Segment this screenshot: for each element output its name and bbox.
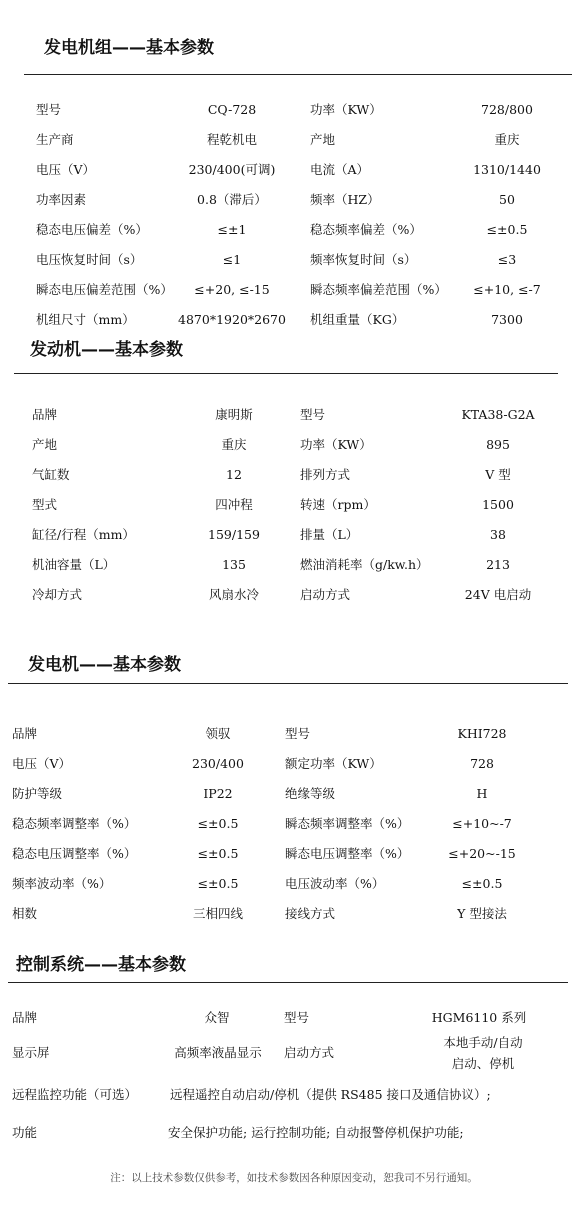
genset-row xyxy=(0,280,588,300)
genset-value-2: 重庆 xyxy=(494,132,520,147)
engine-value-2: 24V 电启动 xyxy=(464,587,532,602)
alternator-label-1: 频率波动率（%） xyxy=(12,876,112,891)
genset-value-1: 程乾机电 xyxy=(206,132,258,147)
genset-value-1: ≤+20, ≤-15 xyxy=(194,282,270,297)
engine-row xyxy=(0,555,588,575)
engine-label-1: 气缸数 xyxy=(32,467,70,482)
engine-value-1: 四冲程 xyxy=(215,497,253,512)
control-start-value-line2: 启动、停机 xyxy=(451,1056,515,1071)
alternator-label-2: 接线方式 xyxy=(285,906,336,921)
genset-value-1: 230/400(可调) xyxy=(188,162,276,177)
genset-value-1: ≤±1 xyxy=(217,222,247,237)
alternator-value-2: ≤+10~-7 xyxy=(452,816,512,831)
engine-value-2: 213 xyxy=(486,557,510,572)
genset-value-2: 50 xyxy=(499,192,515,207)
alternator-row xyxy=(0,874,588,894)
genset-value-2: 7300 xyxy=(491,312,523,327)
genset-label-1: 电压（V） xyxy=(36,162,96,177)
alternator-value-2: Y 型接法 xyxy=(457,906,507,921)
alternator-row xyxy=(0,814,588,834)
genset-label-1: 瞬态电压偏差范围（%） xyxy=(36,282,173,297)
engine-title-rule xyxy=(14,373,558,374)
control-section-title: 控制系统——基本参数 xyxy=(16,955,186,975)
genset-row xyxy=(0,100,588,120)
engine-row xyxy=(0,405,588,425)
alternator-label-1: 品牌 xyxy=(12,726,38,741)
alternator-value-1: ≤±0.5 xyxy=(197,816,239,831)
alternator-title-rule xyxy=(8,683,568,684)
alternator-value-1: ≤±0.5 xyxy=(197,876,239,891)
alternator-label-2: 型号 xyxy=(285,726,311,741)
engine-label-1: 冷却方式 xyxy=(32,587,83,602)
engine-row xyxy=(0,465,588,485)
control-model-label: 型号 xyxy=(284,1010,310,1025)
engine-label-1: 机油容量（L） xyxy=(32,557,116,572)
control-start-value xyxy=(443,1032,522,1074)
genset-row xyxy=(0,310,588,330)
alternator-value-1: ≤±0.5 xyxy=(197,846,239,861)
genset-label-1: 电压恢复时间（s） xyxy=(36,252,143,267)
alternator-value-1: IP22 xyxy=(203,786,233,801)
alternator-value-1: 领驭 xyxy=(205,726,231,741)
control-brand-value: 众智 xyxy=(204,1010,230,1025)
genset-row xyxy=(0,220,588,240)
alternator-label-1: 稳态频率调整率（%） xyxy=(12,816,137,831)
genset-row xyxy=(0,190,588,210)
genset-label-2: 机组重量（KG） xyxy=(310,312,405,327)
engine-value-2: 1500 xyxy=(482,497,514,512)
engine-value-2: KTA38-G2A xyxy=(461,407,535,422)
engine-value-1: 康明斯 xyxy=(215,407,253,422)
engine-label-1: 品牌 xyxy=(32,407,58,422)
engine-row xyxy=(0,435,588,455)
alternator-row xyxy=(0,904,588,924)
engine-value-2: 895 xyxy=(486,437,510,452)
alternator-value-2: KHI728 xyxy=(457,726,507,741)
alternator-value-2: ≤+20~-15 xyxy=(448,846,516,861)
genset-row xyxy=(0,160,588,180)
engine-label-2: 燃油消耗率（g/kw.h） xyxy=(300,557,429,572)
control-title-rule xyxy=(8,982,568,983)
alternator-value-2: H xyxy=(476,786,488,801)
alternator-row xyxy=(0,724,588,744)
control-row-remote xyxy=(0,1085,588,1105)
alternator-row xyxy=(0,754,588,774)
genset-value-1: 0.8（滞后） xyxy=(197,192,267,207)
control-row-function xyxy=(0,1123,588,1143)
genset-label-1: 机组尺寸（mm） xyxy=(36,312,135,327)
control-display-label: 显示屏 xyxy=(12,1045,50,1060)
alternator-value-1: 三相四线 xyxy=(192,906,244,921)
engine-label-1: 缸径/行程（mm） xyxy=(32,527,135,542)
alternator-row xyxy=(0,844,588,864)
engine-value-2: V 型 xyxy=(485,467,511,482)
genset-value-2: ≤+10, ≤-7 xyxy=(473,282,541,297)
genset-value-1: ≤1 xyxy=(222,252,242,267)
alternator-section-title: 发电机——基本参数 xyxy=(28,655,181,675)
engine-label-1: 产地 xyxy=(32,437,58,452)
engine-value-1: 重庆 xyxy=(221,437,247,452)
genset-label-1: 稳态电压偏差（%） xyxy=(36,222,148,237)
alternator-label-2: 绝缘等级 xyxy=(285,786,336,801)
engine-label-2: 排量（L） xyxy=(300,527,359,542)
footnote: 注：以上技术参数仅供参考，如技术参数因各种原因变动，恕我司不另行通知。 xyxy=(110,1172,478,1184)
genset-value-2: 1310/1440 xyxy=(473,162,541,177)
genset-row xyxy=(0,250,588,270)
genset-value-2: ≤±0.5 xyxy=(486,222,528,237)
genset-value-1: CQ-728 xyxy=(207,102,257,117)
genset-label-2: 瞬态频率偏差范围（%） xyxy=(310,282,447,297)
engine-label-2: 排列方式 xyxy=(300,467,351,482)
alternator-label-1: 相数 xyxy=(12,906,38,921)
alternator-label-1: 防护等级 xyxy=(12,786,63,801)
control-remote-label: 远程监控功能（可选） xyxy=(12,1087,138,1102)
engine-label-2: 转速（rpm） xyxy=(300,497,376,512)
genset-label-2: 电流（A） xyxy=(310,162,370,177)
control-row-brand xyxy=(0,1008,588,1028)
alternator-label-2: 瞬态电压调整率（%） xyxy=(285,846,410,861)
alternator-value-2: 728 xyxy=(470,756,494,771)
engine-row xyxy=(0,525,588,545)
genset-value-1: 4870*1920*2670 xyxy=(178,312,286,327)
genset-label-2: 频率（HZ） xyxy=(310,192,380,207)
control-start-label: 启动方式 xyxy=(284,1045,335,1060)
engine-label-2: 启动方式 xyxy=(300,587,351,602)
genset-section-title: 发电机组——基本参数 xyxy=(44,38,214,58)
genset-label-2: 功率（KW） xyxy=(310,102,382,117)
control-brand-label: 品牌 xyxy=(12,1010,38,1025)
control-start-value-line1: 本地手动/自动 xyxy=(443,1035,523,1050)
genset-label-1: 型号 xyxy=(36,102,62,117)
engine-label-2: 型号 xyxy=(300,407,326,422)
engine-value-2: 38 xyxy=(490,527,506,542)
alternator-row xyxy=(0,784,588,804)
genset-label-1: 生产商 xyxy=(36,132,74,147)
alternator-label-2: 电压波动率（%） xyxy=(285,876,385,891)
control-function-label: 功能 xyxy=(12,1125,38,1140)
alternator-label-2: 瞬态频率调整率（%） xyxy=(285,816,410,831)
engine-value-1: 159/159 xyxy=(208,527,260,542)
engine-row xyxy=(0,585,588,605)
engine-value-1: 风扇水冷 xyxy=(208,587,260,602)
genset-row xyxy=(0,130,588,150)
alternator-value-2: ≤±0.5 xyxy=(461,876,503,891)
engine-value-1: 12 xyxy=(226,467,242,482)
engine-label-1: 型式 xyxy=(32,497,58,512)
engine-row xyxy=(0,495,588,515)
genset-value-2: ≤3 xyxy=(497,252,517,267)
genset-label-2: 稳态频率偏差（%） xyxy=(310,222,422,237)
genset-label-2: 产地 xyxy=(310,132,336,147)
control-display-value: 高频率液晶显示 xyxy=(174,1045,262,1060)
control-remote-value: 远程遥控自动启动/停机（提供 RS485 接口及通信协议）; xyxy=(170,1087,491,1102)
engine-section-title: 发动机——基本参数 xyxy=(30,340,183,360)
genset-value-2: 728/800 xyxy=(481,102,533,117)
engine-label-2: 功率（KW） xyxy=(300,437,372,452)
alternator-label-1: 稳态电压调整率（%） xyxy=(12,846,137,861)
genset-title-rule xyxy=(24,74,572,75)
control-model-value: HGM6110 系列 xyxy=(431,1010,527,1025)
alternator-value-1: 230/400 xyxy=(192,756,244,771)
control-function-value: 安全保护功能; 运行控制功能; 自动报警停机保护功能; xyxy=(168,1125,464,1140)
alternator-label-1: 电压（V） xyxy=(12,756,72,771)
alternator-label-2: 额定功率（KW） xyxy=(285,756,382,771)
genset-label-2: 频率恢复时间（s） xyxy=(310,252,417,267)
genset-label-1: 功率因素 xyxy=(36,192,87,207)
engine-value-1: 135 xyxy=(222,557,246,572)
